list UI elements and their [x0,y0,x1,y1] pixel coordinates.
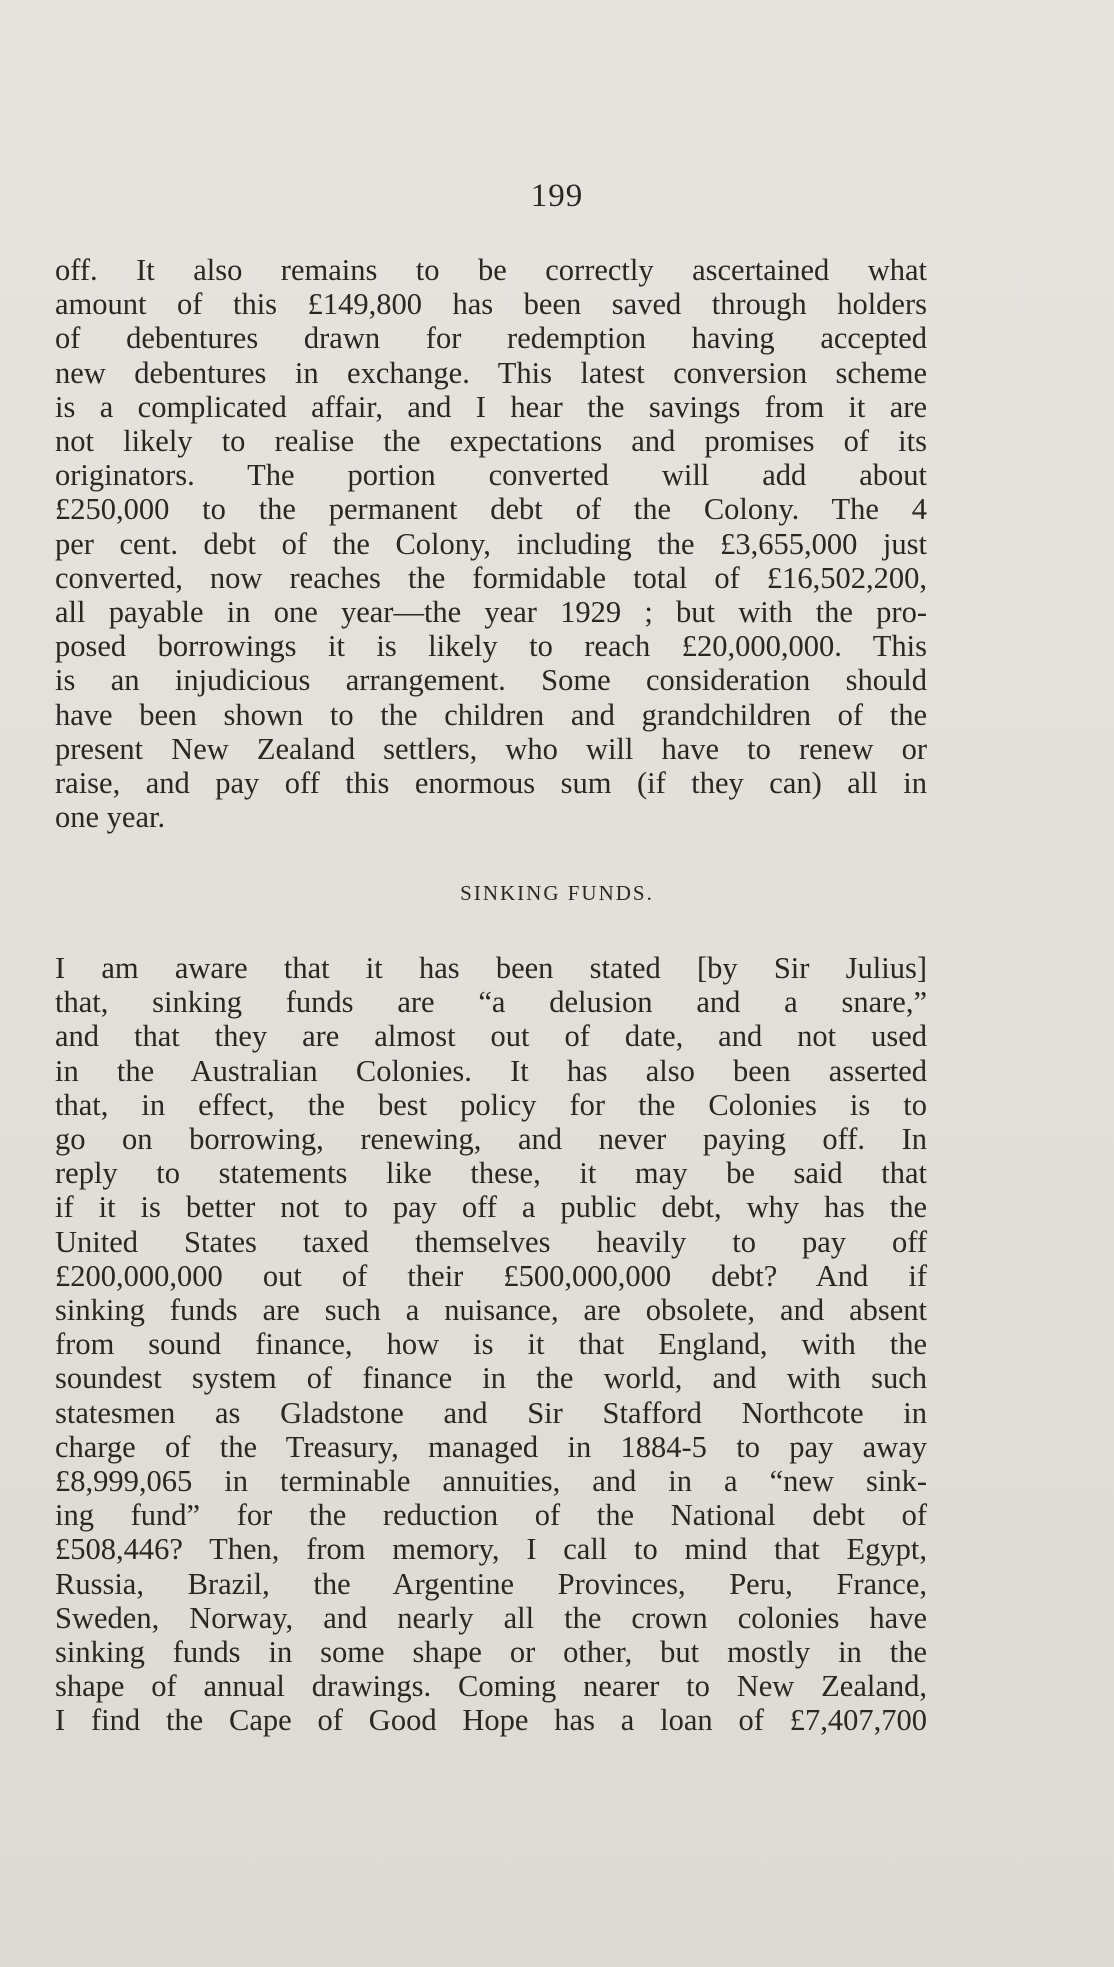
text-line: £508,446? Then, from memory, I call to mind that Egypt, [55,1532,927,1567]
text-line: of debentures drawn for redemption having accepted [55,321,927,356]
text-line: that, in effect, the best policy for the Colonies is to [55,1087,927,1122]
text-line: go on borrowing, renewing, and never paying off. In [55,1122,927,1157]
text-line: reply to statements like these, it may be said that [55,1156,927,1191]
page-number: 199 [530,178,584,214]
text-line: raise, and pay off this enormous sum (if they can) all in [55,766,927,801]
section-heading: SINKING FUNDS. [460,881,654,905]
text-line: £250,000 to the permanent debt of the Colony. The 4 [55,492,927,527]
text-line: originators. The portion converted will add about [55,458,927,493]
text-line: if it is better not to pay off a public debt, why has the [55,1190,927,1225]
text-line: shape of annual drawings. Coming nearer to New Zealand, [55,1669,927,1704]
text-line: I am aware that it has been stated [by Sir Julius] [55,951,927,985]
text-line: statesmen as Gladstone and Sir Stafford Northcote in [55,1395,927,1430]
paragraph-sinking-funds [55,951,927,1738]
text-line: Russia, Brazil, the Argentine Provinces, Peru, France, [55,1566,927,1601]
text-line: have been shown to the children and grandchildren of the [55,697,927,732]
text-line: is an injudicious arrangement. Some consideration should [55,663,927,698]
text-line: off. It also remains to be correctly ascertained what [55,253,927,287]
text-line: soundest system of finance in the world, and with such [55,1361,927,1396]
text-line: charge of the Treasury, managed in 1884-5 to pay away [55,1429,927,1464]
text-line: I find the Cape of Good Hope has a loan of £7,407,700 [55,1703,927,1738]
text-line: converted, now reaches the formidable total of £16,502,200, [55,560,927,595]
text-line: present New Zealand settlers, who will have to renew or [55,731,927,766]
text-line: in the Australian Colonies. It has also been asserted [55,1053,927,1088]
text-line: United States taxed themselves heavily to pay off [55,1224,927,1259]
text-line: Sweden, Norway, and nearly all the crown colonies have [55,1600,927,1635]
text-line: ing fund” for the reduction of the National debt of [55,1498,927,1533]
text-line: sinking funds are such a nuisance, are obsolete, and absent [55,1293,927,1328]
text-line: new debentures in exchange. This latest conversion scheme [55,355,927,390]
text-line: is a complicated affair, and I hear the savings from it are [55,389,927,424]
text-line: £200,000,000 out of their £500,000,000 debt? And if [55,1258,927,1293]
text-line: all payable in one year—the year 1929 ; but with the pro- [55,595,927,630]
text-line: posed borrowings it is likely to reach £20,000,000. This [55,629,927,664]
paragraph-conversion-scheme [55,253,927,834]
text-line: and that they are almost out of date, and not used [55,1019,927,1054]
text-line: that, sinking funds are “a delusion and a snare,” [55,985,927,1020]
text-line: one year. [55,800,166,835]
text-line: from sound finance, how is it that England, with the [55,1327,927,1362]
text-line: not likely to realise the expectations and promises of its [55,424,927,459]
text-line: sinking funds in some shape or other, but mostly in the [55,1635,927,1670]
text-line: per cent. debt of the Colony, including the £3,655,000 just [55,526,927,561]
text-line: £8,999,065 in terminable annuities, and in a “new sink- [55,1464,927,1499]
text-line: amount of this £149,800 has been saved through holders [55,287,927,322]
